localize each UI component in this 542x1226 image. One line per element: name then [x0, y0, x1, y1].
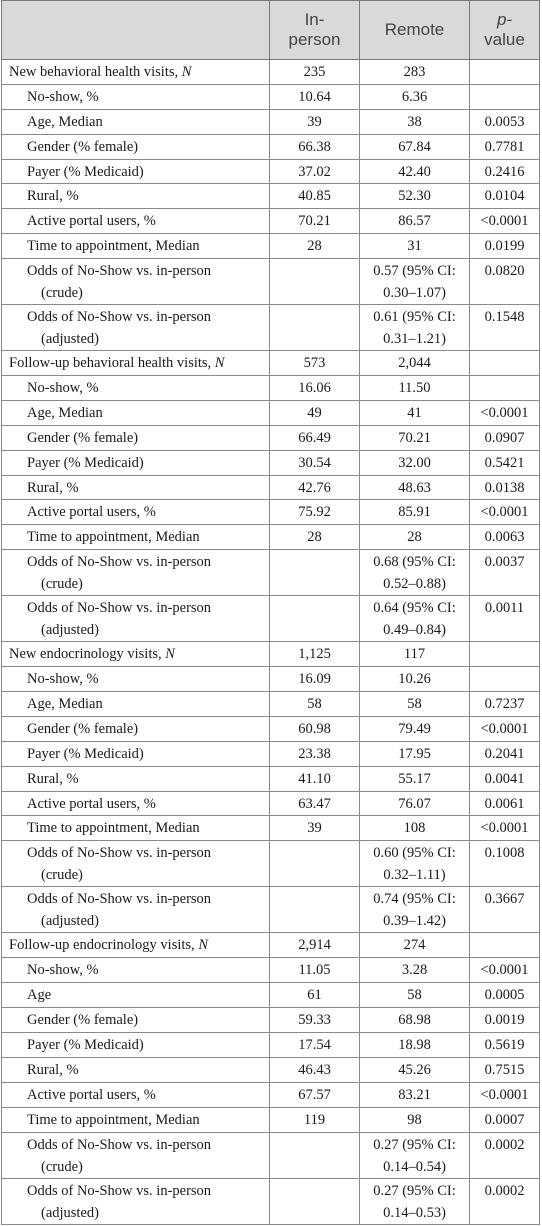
odds-remote-line1: 0.27 (95% CI: [373, 1136, 456, 1153]
odds-in-person [270, 550, 360, 596]
section-remote-count: 2,044 [360, 351, 470, 376]
odds-remote [360, 1178, 470, 1224]
row-p-value: 0.7237 [470, 692, 540, 717]
row-label: No-show, % [2, 376, 270, 401]
table-row [2, 184, 540, 209]
table-row [2, 1057, 540, 1082]
row-label: Active portal users, % [2, 500, 270, 525]
odds-label-line1: Odds of No-Show vs. in-person [27, 554, 212, 571]
odds-remote [360, 596, 470, 642]
row-in-person: 42.76 [270, 475, 360, 500]
odds-label-line2: (crude) [41, 1158, 83, 1175]
header-label-cell [2, 1, 270, 60]
row-p-value: 0.0005 [470, 983, 540, 1008]
odds-label [2, 596, 270, 642]
row-label: Payer (% Medicaid) [2, 1032, 270, 1057]
table-row [2, 475, 540, 500]
row-p-value: 0.0138 [470, 475, 540, 500]
row-p-value [470, 84, 540, 109]
row-p-value: 0.0061 [470, 791, 540, 816]
row-in-person: 60.98 [270, 716, 360, 741]
header-in-person-line2: person [288, 30, 341, 49]
row-p-value: 0.2041 [470, 741, 540, 766]
section-title [2, 933, 270, 958]
row-remote: 83.21 [360, 1082, 470, 1107]
table-row [2, 692, 540, 717]
section-title [2, 351, 270, 376]
odds-p-value: 0.3667 [470, 887, 540, 933]
section-in-person-count: 2,914 [270, 933, 360, 958]
row-p-value: 0.5619 [470, 1032, 540, 1057]
row-remote: 28 [360, 525, 470, 550]
row-in-person: 70.21 [270, 209, 360, 234]
row-in-person: 16.06 [270, 376, 360, 401]
row-in-person: 67.57 [270, 1082, 360, 1107]
row-in-person: 23.38 [270, 741, 360, 766]
header-row [2, 1, 540, 60]
row-label: Rural, % [2, 475, 270, 500]
row-in-person: 28 [270, 234, 360, 259]
odds-label-line1: Odds of No-Show vs. in-person [27, 891, 212, 908]
odds-label-line1: Odds of No-Show vs. in-person [27, 309, 212, 326]
odds-label [2, 550, 270, 596]
odds-row [2, 1178, 540, 1224]
odds-label [2, 1178, 270, 1224]
row-in-person: 41.10 [270, 766, 360, 791]
row-p-value: <0.0001 [470, 400, 540, 425]
row-label: Time to appointment, Median [2, 234, 270, 259]
row-label: No-show, % [2, 958, 270, 983]
table-row [2, 958, 540, 983]
row-p-value: <0.0001 [470, 958, 540, 983]
odds-row [2, 887, 540, 933]
row-label: Time to appointment, Median [2, 1107, 270, 1132]
header-in-person-line1: In- [304, 10, 325, 29]
section-header-row [2, 351, 540, 376]
row-in-person: 16.09 [270, 667, 360, 692]
row-in-person: 28 [270, 525, 360, 550]
row-p-value: <0.0001 [470, 1082, 540, 1107]
odds-remote [360, 1132, 470, 1178]
row-in-person: 10.64 [270, 84, 360, 109]
row-in-person: 30.54 [270, 450, 360, 475]
row-in-person: 58 [270, 692, 360, 717]
odds-p-value: 0.0011 [470, 596, 540, 642]
section-p-value [470, 933, 540, 958]
odds-p-value: 0.1548 [470, 305, 540, 351]
odds-label-line1: Odds of No-Show vs. in-person [27, 845, 212, 862]
row-label: No-show, % [2, 84, 270, 109]
row-remote: 67.84 [360, 134, 470, 159]
row-p-value: 0.0199 [470, 234, 540, 259]
odds-remote [360, 887, 470, 933]
odds-p-value: 0.0037 [470, 550, 540, 596]
row-remote: 11.50 [360, 376, 470, 401]
row-label: Active portal users, % [2, 791, 270, 816]
odds-in-person [270, 305, 360, 351]
row-remote: 70.21 [360, 425, 470, 450]
section-in-person-count: 573 [270, 351, 360, 376]
row-remote: 52.30 [360, 184, 470, 209]
row-p-value: 0.0104 [470, 184, 540, 209]
section-p-value [470, 351, 540, 376]
odds-remote-line1: 0.61 (95% CI: [373, 309, 456, 326]
odds-label [2, 841, 270, 887]
row-p-value: 0.7781 [470, 134, 540, 159]
header-p-line2: value [484, 30, 525, 49]
section-title-n: N [198, 937, 208, 954]
row-label: Gender (% female) [2, 134, 270, 159]
odds-in-person [270, 596, 360, 642]
row-p-value: 0.0019 [470, 1008, 540, 1033]
row-remote: 85.91 [360, 500, 470, 525]
section-in-person-count: 235 [270, 60, 360, 85]
row-remote: 55.17 [360, 766, 470, 791]
section-title-n: N [165, 646, 175, 663]
row-in-person: 37.02 [270, 159, 360, 184]
section-title-text: Follow-up behavioral health visits, [9, 355, 215, 372]
row-p-value: 0.0007 [470, 1107, 540, 1132]
odds-in-person [270, 259, 360, 305]
header-p-line1: p- [496, 10, 513, 29]
odds-remote-line2: 0.32–1.11) [383, 867, 446, 884]
results-table [1, 0, 540, 1225]
table-row [2, 1032, 540, 1057]
section-title [2, 60, 270, 85]
row-p-value [470, 667, 540, 692]
odds-remote-line1: 0.74 (95% CI: [373, 891, 456, 908]
row-remote: 79.49 [360, 716, 470, 741]
odds-label-line2: (crude) [41, 285, 83, 302]
table-row [2, 1008, 540, 1033]
odds-remote-line2: 0.31–1.21) [383, 331, 446, 348]
row-remote: 76.07 [360, 791, 470, 816]
table-row [2, 425, 540, 450]
odds-remote [360, 259, 470, 305]
table-row [2, 1107, 540, 1132]
row-remote: 48.63 [360, 475, 470, 500]
row-remote: 58 [360, 983, 470, 1008]
row-label: Rural, % [2, 766, 270, 791]
row-label: Rural, % [2, 184, 270, 209]
odds-label [2, 305, 270, 351]
row-p-value: <0.0001 [470, 716, 540, 741]
odds-row [2, 259, 540, 305]
table-row [2, 159, 540, 184]
row-label: No-show, % [2, 667, 270, 692]
row-in-person: 39 [270, 109, 360, 134]
odds-label [2, 259, 270, 305]
row-remote: 108 [360, 816, 470, 841]
row-p-value: <0.0001 [470, 209, 540, 234]
row-label: Age, Median [2, 109, 270, 134]
table-row [2, 983, 540, 1008]
odds-row [2, 1132, 540, 1178]
section-header-row [2, 642, 540, 667]
row-label: Payer (% Medicaid) [2, 450, 270, 475]
table-row [2, 84, 540, 109]
table-row [2, 766, 540, 791]
row-p-value: 0.0041 [470, 766, 540, 791]
row-remote: 10.26 [360, 667, 470, 692]
odds-remote-line1: 0.57 (95% CI: [373, 263, 456, 280]
row-p-value: 0.2416 [470, 159, 540, 184]
section-header-row [2, 933, 540, 958]
table-row [2, 741, 540, 766]
table-body [2, 60, 540, 1225]
odds-remote-line2: 0.39–1.42) [383, 913, 446, 930]
row-remote: 17.95 [360, 741, 470, 766]
table-row [2, 109, 540, 134]
odds-p-value: 0.0002 [470, 1178, 540, 1224]
row-remote: 58 [360, 692, 470, 717]
odds-in-person [270, 887, 360, 933]
odds-remote-line1: 0.64 (95% CI: [373, 600, 456, 617]
row-in-person: 39 [270, 816, 360, 841]
odds-label [2, 887, 270, 933]
table-row [2, 1082, 540, 1107]
odds-remote-line2: 0.14–0.54) [383, 1158, 446, 1175]
section-title-n: N [181, 63, 192, 80]
section-title-text: New endocrinology visits, [9, 646, 166, 663]
odds-label-line1: Odds of No-Show vs. in-person [27, 1136, 212, 1153]
table-row [2, 667, 540, 692]
odds-remote [360, 841, 470, 887]
header-in-person [270, 1, 360, 60]
row-in-person: 11.05 [270, 958, 360, 983]
odds-label [2, 1132, 270, 1178]
odds-label-line2: (adjusted) [41, 331, 99, 348]
row-remote: 45.26 [360, 1057, 470, 1082]
row-p-value: <0.0001 [470, 816, 540, 841]
section-title-n: N [214, 355, 225, 372]
row-label: Payer (% Medicaid) [2, 741, 270, 766]
row-remote: 42.40 [360, 159, 470, 184]
row-remote: 41 [360, 400, 470, 425]
odds-row [2, 305, 540, 351]
row-p-value: 0.0063 [470, 525, 540, 550]
header-p-value [470, 1, 540, 60]
row-in-person: 59.33 [270, 1008, 360, 1033]
row-remote: 86.57 [360, 209, 470, 234]
section-header-row [2, 60, 540, 85]
odds-label-line1: Odds of No-Show vs. in-person [27, 600, 212, 617]
row-in-person: 40.85 [270, 184, 360, 209]
odds-label-line2: (adjusted) [41, 622, 99, 639]
table-row [2, 791, 540, 816]
row-label: Age [2, 983, 270, 1008]
section-remote-count: 274 [360, 933, 470, 958]
section-p-value [470, 642, 540, 667]
header-remote: Remote [360, 1, 470, 60]
row-label: Time to appointment, Median [2, 525, 270, 550]
row-in-person: 46.43 [270, 1057, 360, 1082]
odds-label-line1: Odds of No-Show vs. in-person [27, 1182, 212, 1199]
odds-remote [360, 550, 470, 596]
odds-label-line2: (adjusted) [41, 1204, 99, 1221]
odds-remote-line2: 0.30–1.07) [383, 285, 446, 302]
row-p-value: 0.0907 [470, 425, 540, 450]
row-p-value: <0.0001 [470, 500, 540, 525]
row-in-person: 17.54 [270, 1032, 360, 1057]
row-label: Age, Median [2, 400, 270, 425]
row-label: Age, Median [2, 692, 270, 717]
row-label: Active portal users, % [2, 209, 270, 234]
odds-label-line1: Odds of No-Show vs. in-person [27, 263, 212, 280]
odds-label-line2: (crude) [41, 867, 83, 884]
odds-remote-line2: 0.14–0.53) [383, 1204, 446, 1221]
row-remote: 6.36 [360, 84, 470, 109]
table-row [2, 500, 540, 525]
row-label: Gender (% female) [2, 716, 270, 741]
row-in-person: 75.92 [270, 500, 360, 525]
odds-row [2, 550, 540, 596]
row-p-value [470, 376, 540, 401]
odds-p-value: 0.1008 [470, 841, 540, 887]
row-in-person: 66.38 [270, 134, 360, 159]
row-p-value: 0.0053 [470, 109, 540, 134]
odds-p-value: 0.0002 [470, 1132, 540, 1178]
row-p-value: 0.7515 [470, 1057, 540, 1082]
table-row [2, 234, 540, 259]
odds-label-line2: (crude) [41, 576, 83, 593]
odds-p-value: 0.0820 [470, 259, 540, 305]
row-remote: 38 [360, 109, 470, 134]
section-in-person-count: 1,125 [270, 642, 360, 667]
section-title [2, 642, 270, 667]
row-remote: 68.98 [360, 1008, 470, 1033]
odds-remote-line1: 0.68 (95% CI: [373, 554, 456, 571]
odds-remote-line1: 0.60 (95% CI: [373, 845, 456, 862]
section-remote-count: 117 [360, 642, 470, 667]
row-in-person: 61 [270, 983, 360, 1008]
row-remote: 31 [360, 234, 470, 259]
row-p-value: 0.5421 [470, 450, 540, 475]
section-title-text: Follow-up endocrinology visits, [9, 937, 199, 954]
table-row [2, 400, 540, 425]
table-row [2, 134, 540, 159]
section-remote-count: 283 [360, 60, 470, 85]
row-label: Gender (% female) [2, 425, 270, 450]
odds-in-person [270, 1132, 360, 1178]
row-label: Gender (% female) [2, 1008, 270, 1033]
odds-in-person [270, 841, 360, 887]
table-row [2, 525, 540, 550]
row-in-person: 49 [270, 400, 360, 425]
row-label: Payer (% Medicaid) [2, 159, 270, 184]
odds-remote-line1: 0.27 (95% CI: [373, 1182, 456, 1199]
odds-in-person [270, 1178, 360, 1224]
odds-row [2, 841, 540, 887]
row-in-person: 119 [270, 1107, 360, 1132]
table-row [2, 816, 540, 841]
odds-remote-line2: 0.52–0.88) [383, 576, 446, 593]
row-label: Time to appointment, Median [2, 816, 270, 841]
row-in-person: 63.47 [270, 791, 360, 816]
odds-row [2, 596, 540, 642]
odds-label-line2: (adjusted) [41, 913, 99, 930]
odds-remote-line2: 0.49–0.84) [383, 622, 446, 639]
row-label: Active portal users, % [2, 1082, 270, 1107]
odds-remote [360, 305, 470, 351]
section-p-value [470, 60, 540, 85]
section-title-text: New behavioral health visits, [9, 63, 182, 80]
row-in-person: 66.49 [270, 425, 360, 450]
row-remote: 18.98 [360, 1032, 470, 1057]
table-row [2, 376, 540, 401]
row-remote: 3.28 [360, 958, 470, 983]
table-row [2, 450, 540, 475]
table-row [2, 209, 540, 234]
row-remote: 32.00 [360, 450, 470, 475]
row-label: Rural, % [2, 1057, 270, 1082]
table-row [2, 716, 540, 741]
row-remote: 98 [360, 1107, 470, 1132]
